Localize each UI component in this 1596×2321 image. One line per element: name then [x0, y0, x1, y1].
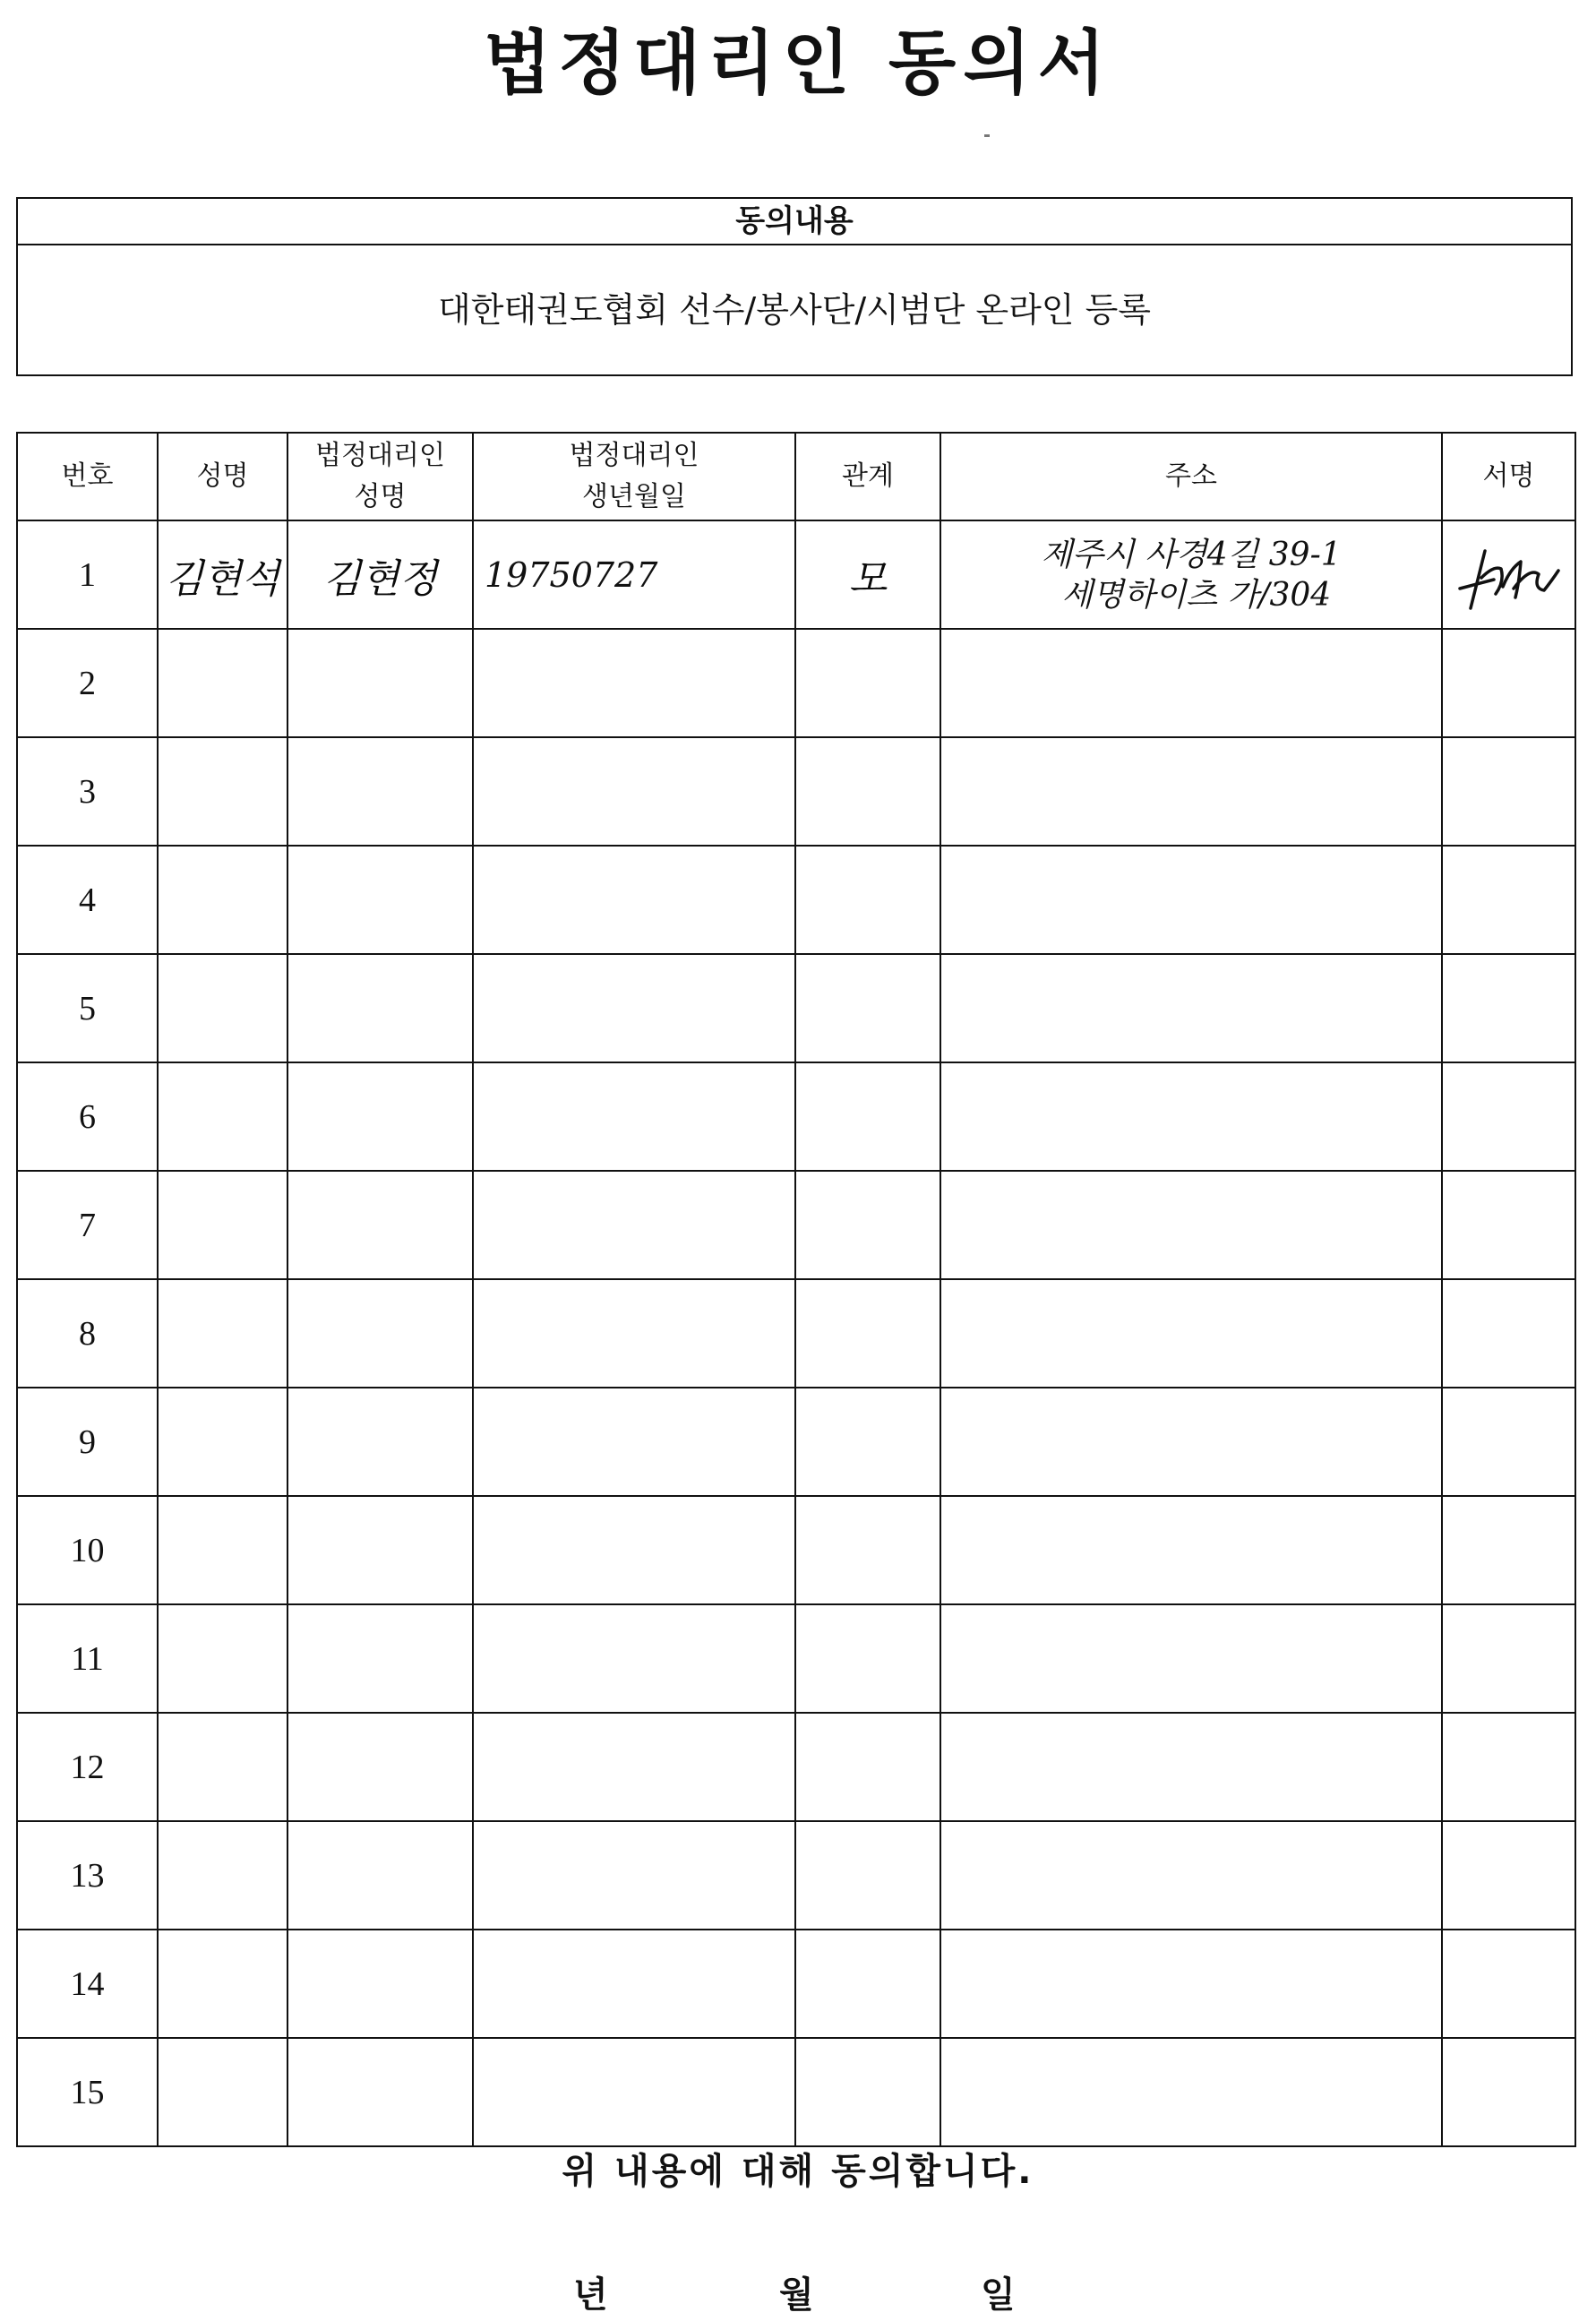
- row-number: 7: [17, 1171, 158, 1279]
- signature-cell: [1442, 1930, 1575, 2038]
- guardian-birthdate-cell: [473, 629, 795, 737]
- signature-cell: [1442, 1279, 1575, 1388]
- table-row: [17, 1930, 1575, 2038]
- date-year-label: 년: [573, 2274, 608, 2316]
- signature-cell: [1442, 1496, 1575, 1604]
- guardian-birthdate-cell: [473, 954, 795, 1062]
- guardian-birthdate-cell: [473, 1604, 795, 1713]
- guardian-name-cell: [287, 1171, 473, 1279]
- row-number: 13: [17, 1821, 158, 1930]
- student-name-cell: [158, 2038, 287, 2146]
- guardian-birthdate-cell: [473, 2038, 795, 2146]
- guardian-birthdate-cell: [473, 1821, 795, 1930]
- signature-cell: [1442, 1171, 1575, 1279]
- address-cell: [940, 1171, 1442, 1279]
- table-row: [17, 1388, 1575, 1496]
- table-header-row: [17, 433, 1575, 520]
- column-header-address: 주소: [940, 433, 1442, 520]
- signature-cell: [1442, 2038, 1575, 2146]
- column-header-relation: 관계: [795, 433, 940, 520]
- row-number: 14: [17, 1930, 158, 2038]
- consent-statement: 위 내용에 대해 동의합니다.: [562, 2151, 1034, 2192]
- column-header-guardian-birthdate: 법정대리인 생년월일: [473, 433, 795, 520]
- address-cell: [940, 954, 1442, 1062]
- address-cell: [940, 1062, 1442, 1171]
- signature-cell: [1442, 629, 1575, 737]
- address-cell: [940, 1279, 1442, 1388]
- address-cell: [940, 846, 1442, 954]
- handwritten-address: [1041, 535, 1341, 615]
- row-number: 1: [17, 520, 158, 629]
- table-row: [17, 1821, 1575, 1930]
- student-name-cell: [158, 629, 287, 737]
- row-number: 15: [17, 2038, 158, 2146]
- guardian-name-cell: [287, 1604, 473, 1713]
- table-row: [17, 954, 1575, 1062]
- relation-cell: [795, 1279, 940, 1388]
- guardian-name-cell: [287, 2038, 473, 2146]
- address-cell: [940, 2038, 1442, 2146]
- relation-cell: [795, 1930, 940, 2038]
- relation-cell: [795, 954, 940, 1062]
- column-header-signature: 서명: [1442, 433, 1575, 520]
- guardian-birthdate-cell: [473, 520, 795, 629]
- signature-cell: [1442, 1713, 1575, 1821]
- row-number: 5: [17, 954, 158, 1062]
- relation-cell: [795, 1604, 940, 1713]
- date-day-label: 일: [981, 2274, 1016, 2316]
- relation-cell: [795, 1496, 940, 1604]
- relation-cell: [795, 1062, 940, 1171]
- address-line-1: 제주시 사경4길 39-1: [1041, 536, 1342, 573]
- guardian-name-cell: [287, 1496, 473, 1604]
- student-name-cell: [158, 1604, 287, 1713]
- table-row: [17, 1279, 1575, 1388]
- address-cell: [940, 629, 1442, 737]
- table-row: [17, 1604, 1575, 1713]
- address-cell: [940, 737, 1442, 846]
- address-cell: [940, 1930, 1442, 2038]
- relation-cell: [795, 520, 940, 629]
- column-header-name: 성명: [158, 433, 287, 520]
- student-name-cell: [158, 1821, 287, 1930]
- relation-cell: [795, 1713, 940, 1821]
- signature-cell: [1442, 737, 1575, 846]
- signature-cell: [1442, 1604, 1575, 1713]
- relation-cell: [795, 2038, 940, 2146]
- table-row: [17, 1062, 1575, 1171]
- guardian-birthdate-cell: [473, 1062, 795, 1171]
- guardian-birthdate-cell: [473, 1279, 795, 1388]
- signature-cell: [1442, 954, 1575, 1062]
- table-row: [17, 1496, 1575, 1604]
- guardian-name-cell: [287, 737, 473, 846]
- student-name-cell: [158, 1171, 287, 1279]
- guardian-birthdate-cell: [473, 737, 795, 846]
- student-name-cell: [158, 737, 287, 846]
- address-cell: [940, 1604, 1442, 1713]
- document-title: 법정대리인 동의서: [484, 23, 1112, 104]
- guardian-name-cell: [287, 520, 473, 629]
- relation-cell: [795, 1388, 940, 1496]
- address-cell: [940, 1496, 1442, 1604]
- row-number: 12: [17, 1713, 158, 1821]
- relation-cell: [795, 737, 940, 846]
- student-name-cell: [158, 1388, 287, 1496]
- address-cell: [940, 1713, 1442, 1821]
- relation-cell: [795, 629, 940, 737]
- student-name-cell: [158, 1496, 287, 1604]
- guardian-name-cell: [287, 1821, 473, 1930]
- guardian-birthdate-cell: [473, 1496, 795, 1604]
- consent-description: 대한태권도협회 선수/봉사단/시범단 온라인 등록: [437, 290, 1151, 330]
- address-cell: [940, 1388, 1442, 1496]
- address-cell: [940, 1821, 1442, 1930]
- handwritten-student-name: 김현석: [165, 555, 280, 602]
- table-row: [17, 1713, 1575, 1821]
- guardian-birthdate-cell: [473, 1713, 795, 1821]
- guardian-name-cell: [287, 954, 473, 1062]
- guardian-name-cell: [287, 1388, 473, 1496]
- handwritten-guardian-name: 김현정: [322, 555, 438, 602]
- guardian-consent-table: [16, 432, 1576, 2147]
- scan-speck: [984, 134, 990, 137]
- relation-cell: [795, 1171, 940, 1279]
- student-name-cell: [158, 520, 287, 629]
- row-number: 10: [17, 1496, 158, 1604]
- guardian-birthdate-cell: [473, 1930, 795, 2038]
- table-row: [17, 520, 1575, 629]
- relation-cell: [795, 846, 940, 954]
- table-row: [17, 846, 1575, 954]
- table-row: [17, 629, 1575, 737]
- student-name-cell: [158, 1062, 287, 1171]
- student-name-cell: [158, 1713, 287, 1821]
- date-month-label: 월: [779, 2274, 814, 2316]
- signature-cell: [1442, 1821, 1575, 1930]
- table-row: [17, 737, 1575, 846]
- row-number: 9: [17, 1388, 158, 1496]
- consent-content-box: [16, 197, 1573, 376]
- guardian-birthdate-cell: [473, 1388, 795, 1496]
- guardian-name-cell: [287, 1279, 473, 1388]
- address-cell: [940, 520, 1442, 629]
- row-number: 2: [17, 629, 158, 737]
- signature-cell: [1442, 846, 1575, 954]
- student-name-cell: [158, 954, 287, 1062]
- column-header-number: 번호: [17, 433, 158, 520]
- consent-header: 동의내용: [18, 199, 1571, 245]
- signature-cell: [1442, 520, 1575, 629]
- table-row: [17, 1171, 1575, 1279]
- row-number: 8: [17, 1279, 158, 1388]
- guardian-name-cell: [287, 629, 473, 737]
- handwritten-signature: [1451, 535, 1567, 615]
- guardian-birthdate-cell: [473, 846, 795, 954]
- student-name-cell: [158, 846, 287, 954]
- guardian-name-cell: [287, 1930, 473, 2038]
- handwritten-relation: 모: [848, 555, 888, 602]
- row-number: 6: [17, 1062, 158, 1171]
- address-line-2: 세명하이츠 가/304: [1061, 576, 1332, 614]
- table-body: [17, 520, 1575, 2146]
- table-row: [17, 2038, 1575, 2146]
- guardian-name-cell: [287, 846, 473, 954]
- guardian-name-cell: [287, 1062, 473, 1171]
- signature-cell: [1442, 1388, 1575, 1496]
- student-name-cell: [158, 1279, 287, 1388]
- row-number: 11: [17, 1604, 158, 1713]
- column-header-guardian-name: 법정대리인 성명: [287, 433, 473, 520]
- handwritten-guardian-birthdate: 19750727: [485, 554, 658, 595]
- student-name-cell: [158, 1930, 287, 2038]
- row-number: 3: [17, 737, 158, 846]
- row-number: 4: [17, 846, 158, 954]
- guardian-name-cell: [287, 1713, 473, 1821]
- guardian-birthdate-cell: [473, 1171, 795, 1279]
- relation-cell: [795, 1821, 940, 1930]
- signature-cell: [1442, 1062, 1575, 1171]
